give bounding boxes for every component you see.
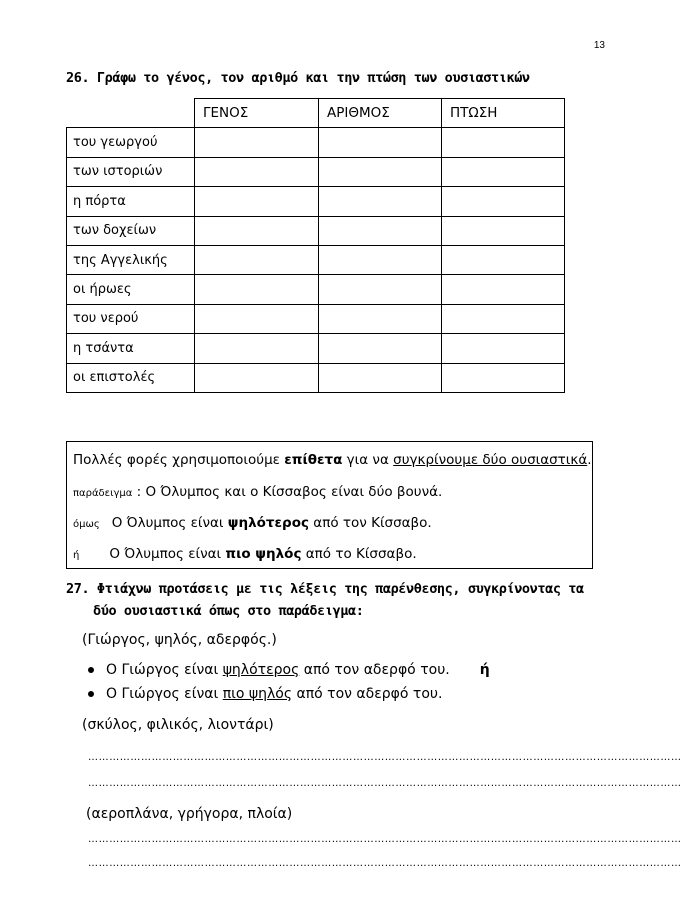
arithmos-cell[interactable] [319,334,442,363]
noun-classification-table [66,98,565,393]
answer-line-2[interactable]: …………………………………………………………………………………………………………………………………………………… [88,778,682,789]
noun-cell: οι ήρωες [67,275,195,304]
table-row [67,304,565,333]
periphrastic-text: από το Κίσσαβο. [301,546,417,562]
bullet-text: από τον αδερφό του. [299,662,450,678]
noun-cell: οι επιστολές [67,363,195,392]
table-row [67,128,565,157]
bullet-dot-icon [88,667,94,673]
rule-text: . [587,452,592,468]
noun-cell: του νερού [67,304,195,333]
answer-line-4[interactable]: …………………………………………………………………………………………………………………………………………………… [88,858,682,869]
or-label: ή [73,550,80,561]
words-set-1: (σκύλος, φιλικός, λιοντάρι) [82,717,274,733]
arithmos-cell[interactable] [319,245,442,274]
ptosi-cell[interactable] [442,216,565,245]
header-ptosi: ΠΤΩΣΗ [442,99,565,128]
example-bullet-2 [88,686,442,702]
example-words: (Γιώργος, ψηλός, αδερφός.) [82,632,277,648]
answer-line-1[interactable]: …………………………………………………………………………………………………………………………………………………… [88,752,682,763]
example-bullet-1 [88,662,490,678]
bullet-or: ή [479,662,490,678]
genos-cell[interactable] [195,187,319,216]
ptosi-cell[interactable] [442,304,565,333]
table-row [67,245,565,274]
noun-cell: των δοχείων [67,216,195,245]
noun-cell: των ιστοριών [67,157,195,186]
genos-cell[interactable] [195,275,319,304]
bullet-periphrastic: πιο ψηλός [222,686,293,702]
arithmos-cell[interactable] [319,128,442,157]
arithmos-cell[interactable] [319,216,442,245]
periphrastic-word: πιο ψηλός [225,546,302,562]
bullet-comparative: ψηλότερος [222,662,300,678]
genos-cell[interactable] [195,245,319,274]
ptosi-cell[interactable] [442,245,565,274]
ptosi-cell[interactable] [442,187,565,216]
table-row [67,157,565,186]
arithmos-cell[interactable] [319,187,442,216]
rule-text: για να [342,452,394,468]
genos-cell[interactable] [195,157,319,186]
arithmos-cell[interactable] [319,275,442,304]
words-set-2: (αεροπλάνα, γρήγορα, πλοία) [86,806,293,822]
exercise-26-title: 26. Γράφω το γένος, τον αριθμό και την πτώση των ουσιαστικών [66,70,530,86]
noun-cell: η τσάντα [67,334,195,363]
exercise-27-title-line1: 27. Φτιάχνω προτάσεις με τις λέξεις της παρένθεσης, συγκρίνοντας τα [66,581,584,597]
example-label: παράδειγμα [73,488,133,499]
header-genos: ΓΕΝΟΣ [195,99,319,128]
exercise-27-title-line2: δύο ουσιαστικά όπως στο παράδειγμα: [93,603,364,619]
noun-cell: της Αγγελικής [67,245,195,274]
omos-label: όμως [73,519,100,530]
example-line [73,484,442,500]
header-blank-cell [67,99,195,128]
comparative-line [73,515,432,531]
noun-cell: του γεωργού [67,128,195,157]
table-row [67,334,565,363]
noun-cell: η πόρτα [67,187,195,216]
bullet-text: Ο Γιώργος είναι [106,686,223,702]
arithmos-cell[interactable] [319,157,442,186]
rule-text: Πολλές φορές χρησιμοποιούμε [73,452,285,468]
table-row [67,187,565,216]
ptosi-cell[interactable] [442,363,565,392]
comparative-text: από τον Κίσσαβο. [309,515,432,531]
bullet-dot-icon [88,691,94,697]
table-header-row [67,99,565,128]
ptosi-cell[interactable] [442,334,565,363]
page-number: 13 [593,40,605,51]
bullet-text: Ο Γιώργος είναι [106,662,223,678]
table-row [67,363,565,392]
ptosi-cell[interactable] [442,157,565,186]
ptosi-cell[interactable] [442,128,565,157]
answer-line-3[interactable]: …………………………………………………………………………………………………………………………………………………… [88,834,682,845]
header-arithmos: ΑΡΙΘΜΟΣ [319,99,442,128]
rule-line [73,452,592,468]
arithmos-cell[interactable] [319,363,442,392]
rule-epitheta: επίθετα [284,452,343,468]
genos-cell[interactable] [195,334,319,363]
comparison-rule-box [66,441,593,569]
genos-cell[interactable] [195,216,319,245]
periphrastic-text: Ο Όλυμπος είναι [109,546,226,562]
table-row [67,216,565,245]
periphrastic-line [73,546,417,562]
table-row [67,275,565,304]
comparative-word: ψηλότερος [227,515,309,531]
genos-cell[interactable] [195,304,319,333]
arithmos-cell[interactable] [319,304,442,333]
exercise-27-title [66,578,584,622]
genos-cell[interactable] [195,128,319,157]
example-text: : Ο Όλυμπος και ο Κίσσαβος είναι δύο βουνά. [132,484,443,500]
ptosi-cell[interactable] [442,275,565,304]
genos-cell[interactable] [195,363,319,392]
bullet-text: από τον αδερφό του. [292,686,443,702]
rule-compare: συγκρίνουμε δύο ουσιαστικά [393,452,588,468]
comparative-text: Ο Όλυμπος είναι [111,515,228,531]
